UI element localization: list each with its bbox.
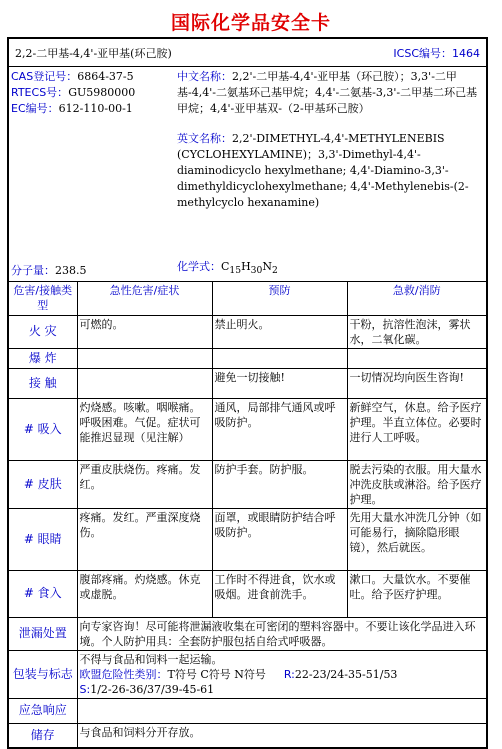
cas-label: CAS登记号： <box>11 70 78 83</box>
cas-number: 6864-37-5 <box>77 70 134 83</box>
card-title: 国际化学品安全卡 <box>170 12 331 34</box>
storage-text: 与食品和饲料分开存放。 <box>77 723 486 747</box>
row-eye: # 眼睛 疼痛。发红。严重深度烧伤。 面罩，或眼睛防护结合呼吸防护。 先用大量水冲洗几分钟（如可能易行，摘除隐形眼镜），然后就医。 <box>9 508 486 570</box>
names <box>171 67 486 281</box>
name-header <box>9 39 486 67</box>
row-contact: 接 触 避免一切接触! 一切情况均向医生咨询! <box>9 368 486 398</box>
header-aid: 急救/消防 <box>347 282 486 315</box>
chemical-formula: 化学式：$C_{15}H_{30}N_2$ <box>177 259 278 276</box>
ec-number: 612-110-00-1 <box>58 102 133 115</box>
icsc-number: ICSC编号：1464 <box>393 46 480 60</box>
row-ingestion: # 食入 腹部疼痛。灼烧感。休克或虚脱。 工作时不得进食，饮水或吸烟。进食前洗手。 漱口。大量饮水。不要催吐。给予医疗护理。 <box>9 570 486 617</box>
header-type: 危害/接触类型 <box>9 282 77 315</box>
row-explosion: 爆 炸 <box>9 348 486 368</box>
rtecs-label: RTECS号： <box>11 86 69 99</box>
row-storage: 储存 与食品和饲料分开存放。 <box>9 723 486 747</box>
packaging-text: 不得与食品和饲料一起运输。 欧盟危险性类别：T符号 C符号 N符号 R:22-23/24-35-51/53 S:1/2-26-36/37/39-45-61 <box>77 650 486 698</box>
row-packaging: 包装与标志 不得与食品和饲料一起运输。 欧盟危险性类别：T符号 C符号 N符号 R:22-23/24-35-51/53 S:1/2-26-36/37/39-45-61 <box>9 650 486 698</box>
header-prevention: 预防 <box>212 282 347 315</box>
row-inhalation: # 吸入 灼烧感。咳嗽。咽喉痛。呼吸困难。气促。症状可能推迟显现（见注解） 通风，局部排气通风或呼吸防护。 新鲜空气，休息。给予医疗护理。半直立体位。必要时进行人工呼吸。 <box>9 398 486 460</box>
header-hazard: 急性危害/症状 <box>77 282 212 315</box>
rtecs-number: GU5980000 <box>68 86 136 99</box>
identification <box>9 67 486 282</box>
ec-label: EC编号： <box>11 102 59 115</box>
registry-numbers <box>9 67 171 281</box>
molecular-weight: 分子量：238.5 <box>11 264 87 277</box>
hazard-table <box>9 282 486 747</box>
english-name: 英文名称：2,2'-DIMETHYL-4,4'-METHYLENEBIS (CYCLOHEXYLAMINE)；3,3'-Dimethyl-4,4'-diaminodicyclo hexylmethane; 4,4'-Diamino-3,3'-dimethyldicyclohexylmethane; 4,4'-Methylenebis-(2-methylcyclo hexanamine) <box>177 132 469 209</box>
row-skin: # 皮肤 严重皮肤烧伤。疼痛。发红。 防护手套。防护服。 脱去污染的衣服。用大量水冲洗皮肤或淋浴。给予医疗护理。 <box>9 460 486 508</box>
row-emergency: 应急响应 <box>9 698 486 723</box>
chinese-name: 中文名称：2,2'-二甲基-4,4'-亚甲基（环己胺）；3,3'-二甲基-4,4'-二氨基环己基甲烷；4,4'-二氨基-3,3'-二甲基二环己基甲烷；4,4'-亚甲基双-（2-甲基环己胺） <box>177 70 478 115</box>
card-frame <box>7 37 488 749</box>
table-header <box>9 282 486 315</box>
row-spill: 泄漏处置 向专家咨询！尽可能将泄漏液收集在可密闭的塑料容器中。不要让该化学品进入环境。个人防护用具：全套防护服包括自给式呼吸器。 <box>9 617 486 650</box>
spill-text: 向专家咨询！尽可能将泄漏液收集在可密闭的塑料容器中。不要让该化学品进入环境。个人防护用具：全套防护服包括自给式呼吸器。 <box>77 617 486 650</box>
row-fire: 火 灾 可燃的。 禁止明火。 干粉，抗溶性泡沫，雾状水，二氧化碳。 <box>9 315 486 348</box>
chemical-name-short: 2,2-二甲基-4,4'-亚甲基(环己胺) <box>15 46 172 60</box>
